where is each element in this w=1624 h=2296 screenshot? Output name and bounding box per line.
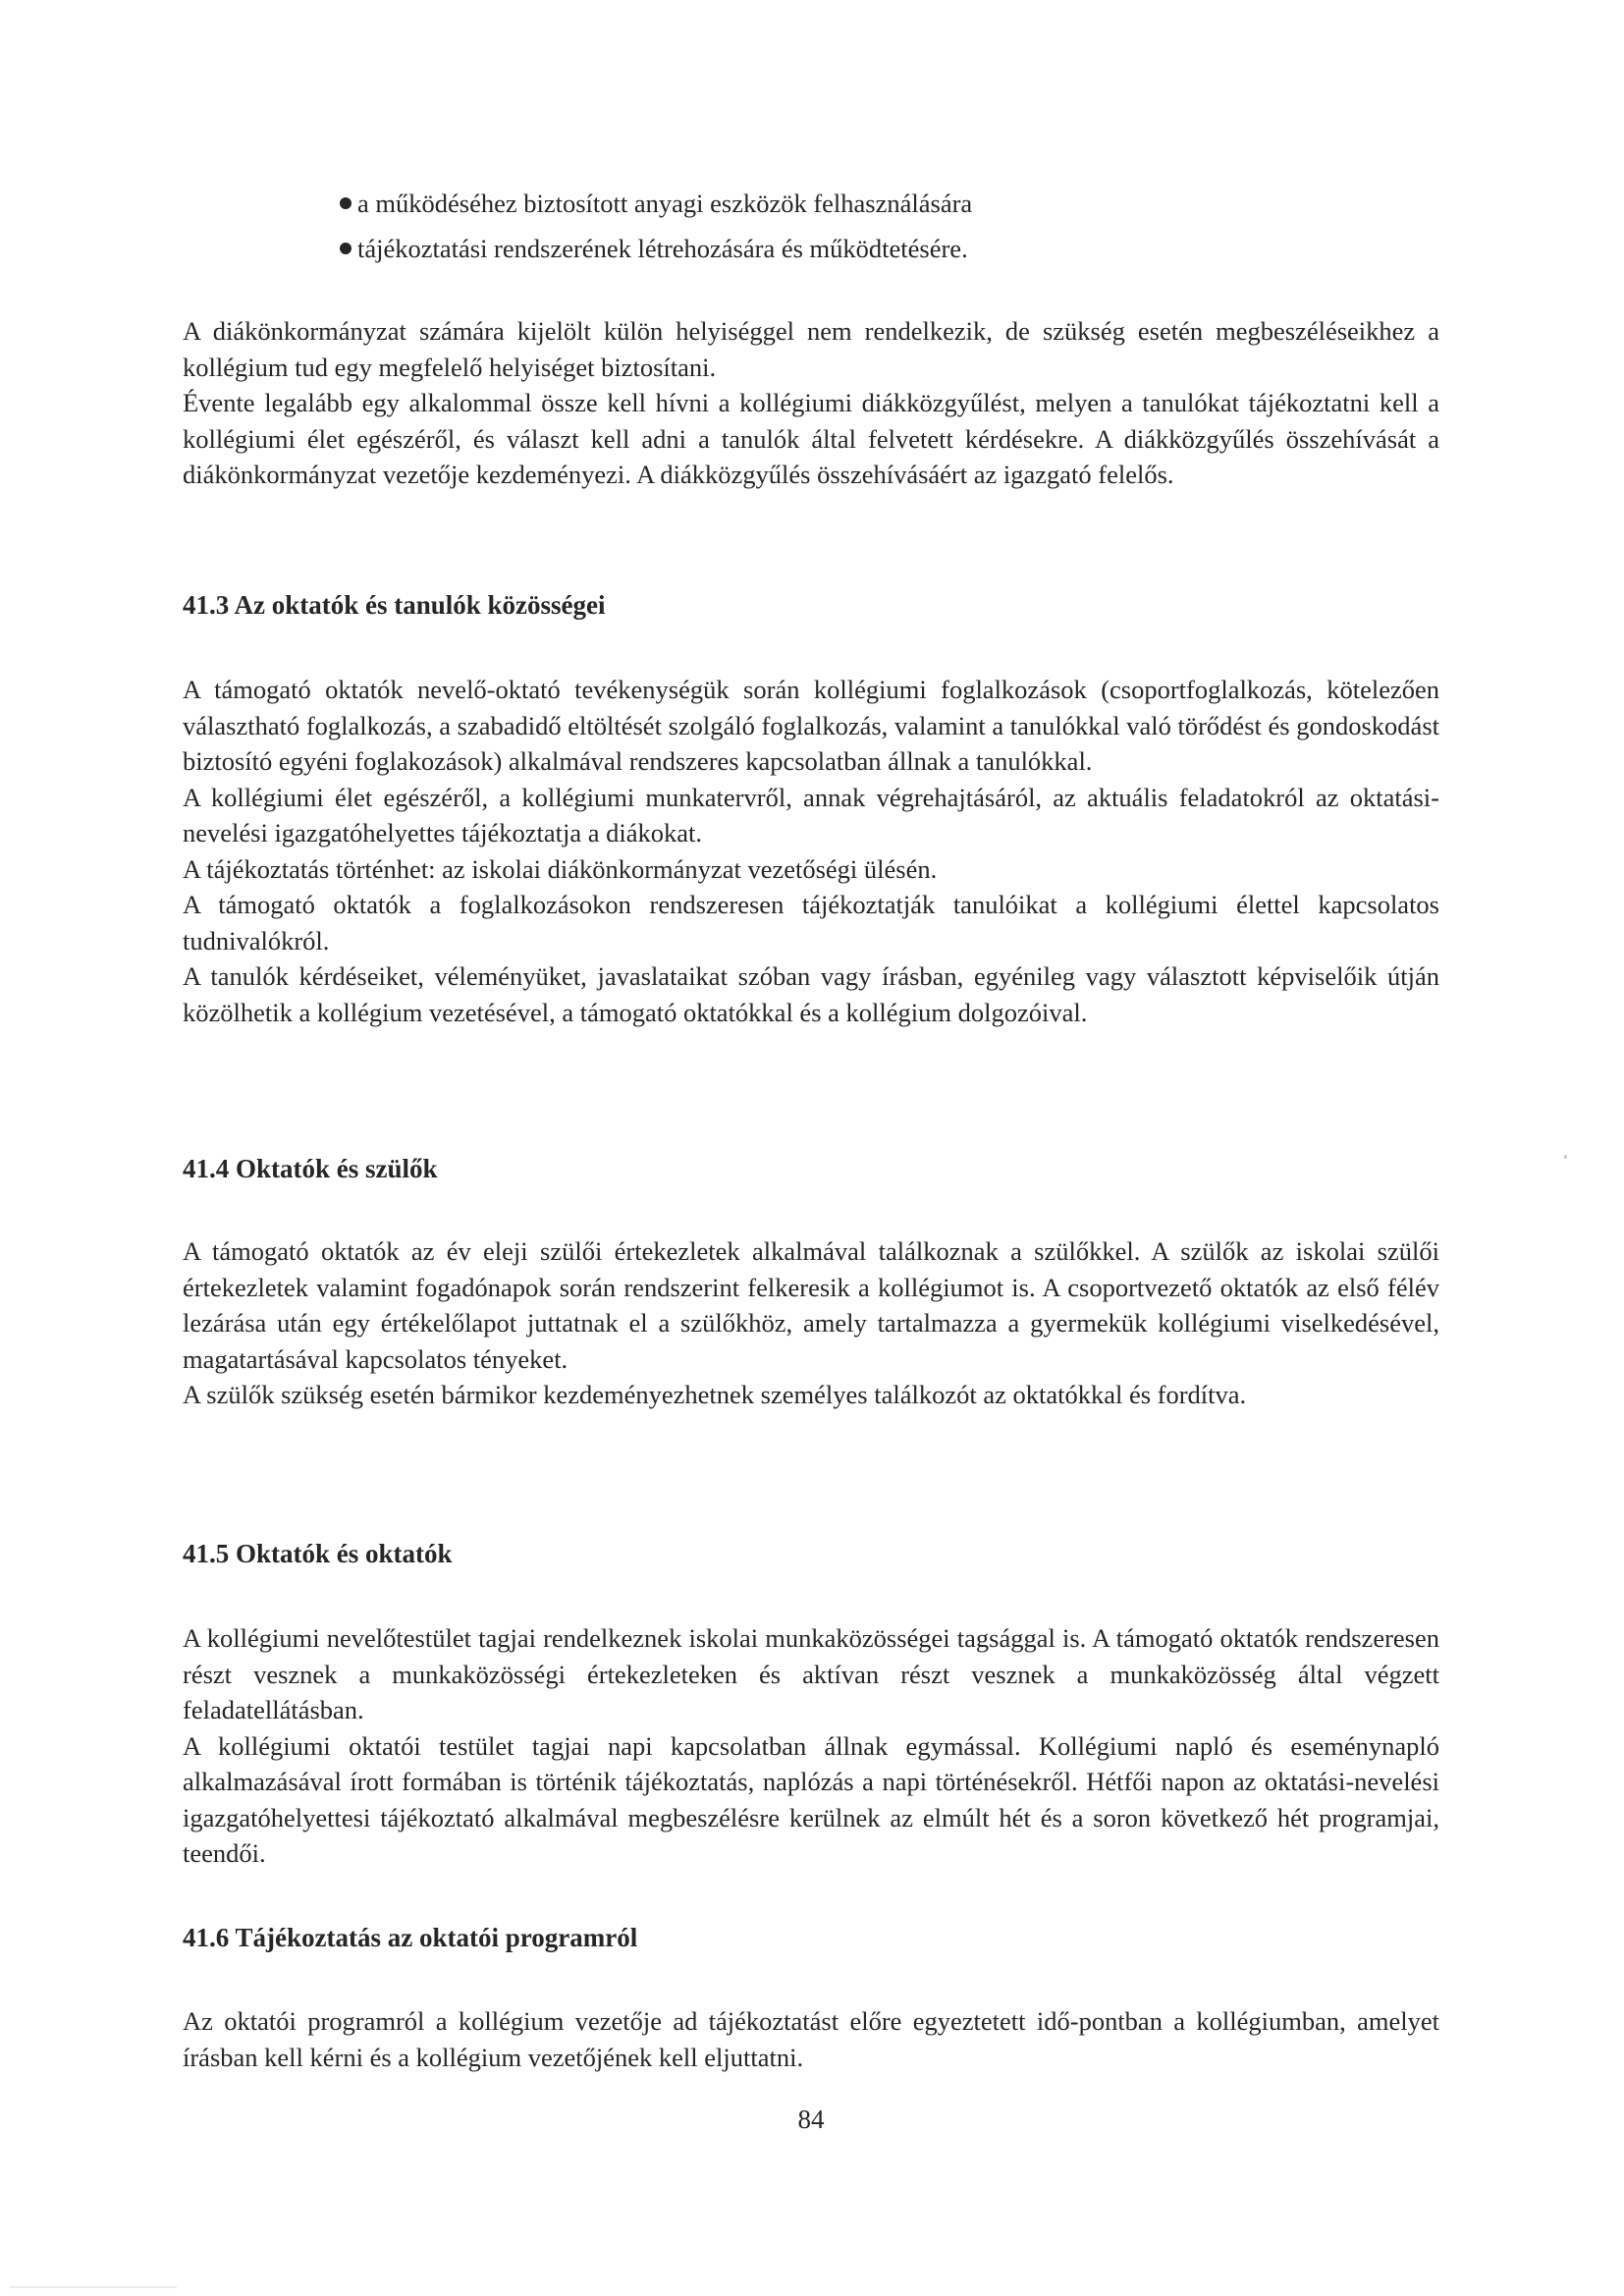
paragraph: A kollégiumi oktatói testület tagjai napi kapcsolatban állnak egymással. Kollégiumi napló és eseménynapló alkalmazásával írott formában is történik tájékoztatás, naplózás a napi történésekről. Hétfői napon az oktatási-nevelési igazgatóhelyettesi tájékoztató alkalmával megbeszélésre kerülnek az elmúlt hét és a soron következő hét programjai, teendői.: [183, 1730, 1439, 1868]
section-41-3-body: [183, 672, 1439, 1030]
section-41-5: [183, 1536, 1439, 1571]
section-heading: 41.3 Az oktatók és tanulók közösségei: [183, 590, 606, 620]
section-heading: 41.4 Oktatók és szülők: [183, 1154, 438, 1183]
section-41-6: [183, 1920, 1439, 1955]
bullet-list: [183, 184, 1439, 274]
paragraph: A támogató oktatók nevelő-oktató tevékenységük során kollégiumi foglalkozások (csoportfoglalkozás, kötelezően választható foglalkozás, a szabadidő eltöltését szolgáló foglalkozás, valamint a tanulókkal való törődést és gondoskodást biztosító egyéni foglakozások) alkalmával rendszeres kapcsolatban állnak a tanulókkal.: [183, 675, 1439, 776]
bullet-item: [183, 229, 1439, 274]
scan-artifact-dot: [1564, 1155, 1567, 1159]
paragraph: A kollégiumi nevelőtestület tagjai rendelkeznek iskolai munkaközösségei tagsággal is. A támogató oktatók rendszeresen részt vesznek a munkaközösségi értekezleteken és aktívan részt vesznek a munkaközösség által végzett feladatellátásban.: [183, 1623, 1439, 1724]
paragraph: A kollégiumi élet egészéről, a kollégiumi munkatervről, annak végrehajtásáról, az aktuális feladatokról az oktatási-nevelési igazgatóhelyettes tájékoztatja a diákokat.: [183, 782, 1439, 847]
scan-artifact-line: [10, 2286, 177, 2288]
bullet-dot-icon: [340, 197, 352, 209]
bullet-text: a működéséhez biztosított anyagi eszközök felhasználására: [357, 189, 973, 218]
paragraph: Az oktatói programról a kollégium vezetője ad tájékoztatást előre egyeztetett idő-pontban a kollégiumban, amelyet írásban kell kérni és a kollégium vezetőjének kell eljuttatni.: [183, 2006, 1439, 2072]
paragraph: A tanulók kérdéseiket, véleményüket, javaslataikat szóban vagy írásban, egyénileg vagy választott képviselőik útján közölhetik a kollégium vezetésével, a támogató oktatókkal és a kollégium dolgozóival.: [183, 961, 1439, 1027]
paragraph: A támogató oktatók a foglalkozásokon rendszeresen tájékoztatják tanulóikat a kollégiumi élettel kapcsolatos tudnivalókról.: [183, 890, 1439, 956]
section-41-6-body: [183, 2003, 1439, 2075]
section-heading: 41.6 Tájékoztatás az oktatói programról: [183, 1923, 638, 1952]
bullet-dot-icon: [340, 243, 352, 254]
paragraph: A támogató oktatók az év eleji szülői értekezletek alkalmával találkoznak a szülőkkel. A szülők az iskolai szülői értekezletek valamint fogadónapok során rendszerint felkeresik a kollégiumot is. A csoportvezető oktatók az első félév lezárása után egy értékelőlapot juttatnak el a szülőkhöz, amely tartalmazza a gyermekük kollégiumi viselkedésével, magatartásával kapcsolatos tényeket.: [183, 1236, 1439, 1374]
paragraph: A tájékoztatás történhet: az iskolai diákönkormányzat vezetőségi ülésén.: [183, 853, 938, 884]
section-41-3: [183, 587, 1439, 623]
section-41-4: [183, 1151, 1439, 1186]
bullet-text: tájékoztatási rendszerének létrehozására és működtetésére.: [357, 234, 968, 263]
paragraph: A diákönkormányzat számára kijelölt külön helyiséggel nem rendelkezik, de szükség esetén megbeszéléseikhez a kollégium tud egy megfelelő helyiséget biztosítani.: [183, 316, 1439, 382]
bullet-item: [183, 184, 1439, 229]
intro-block: [183, 313, 1439, 493]
section-41-5-body: [183, 1620, 1439, 1872]
paragraph: A szülők szükség esetén bármikor kezdeményezhetnek személyes találkozót az oktatókkal és fordítva.: [183, 1380, 1247, 1409]
page-number: 84: [797, 2105, 825, 2134]
section-41-4-body: [183, 1233, 1439, 1413]
paragraph: Évente legalább egy alkalommal össze kell hívni a kollégiumi diákközgyűlést, melyen a tanulókat tájékoztatni kell a kollégiumi élet egészéről, és választ kell adni a tanulók által felvetett kérdésekre. A diákközgyűlés összehívását a diákönkormányzat vezetője kezdeményezi. A diákközgyűlés összehívásáért az igazgató felelős.: [183, 388, 1439, 489]
section-heading: 41.5 Oktatók és oktatók: [183, 1539, 453, 1568]
